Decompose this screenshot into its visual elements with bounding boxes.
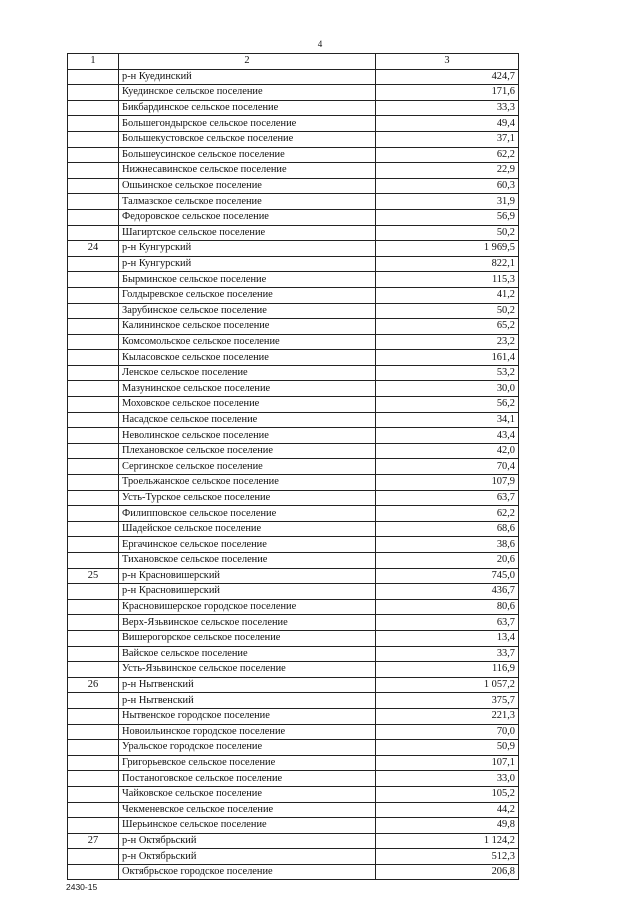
row-number	[68, 740, 119, 756]
territory-name: Комсомольское сельское поселение	[119, 334, 376, 350]
row-number	[68, 755, 119, 771]
row-number	[68, 646, 119, 662]
amount-value: 221,3	[376, 708, 519, 724]
territory-name: Моховское сельское поселение	[119, 397, 376, 413]
row-number	[68, 864, 119, 880]
territory-name: Усть-Турское сельское поселение	[119, 490, 376, 506]
amount-value: 60,3	[376, 178, 519, 194]
amount-value: 33,7	[376, 646, 519, 662]
header-col-3: 3	[376, 54, 519, 70]
table-row	[68, 303, 519, 319]
amount-value: 56,2	[376, 397, 519, 413]
row-number	[68, 163, 119, 179]
row-number	[68, 708, 119, 724]
amount-value: 37,1	[376, 131, 519, 147]
amount-value: 115,3	[376, 272, 519, 288]
amount-value: 50,2	[376, 225, 519, 241]
table-row	[68, 475, 519, 491]
territory-name: р-н Октябрьский	[119, 833, 376, 849]
table-row	[68, 864, 519, 880]
table-row	[68, 194, 519, 210]
amount-value: 44,2	[376, 802, 519, 818]
amount-value: 161,4	[376, 350, 519, 366]
amount-value: 116,9	[376, 662, 519, 678]
row-number	[68, 272, 119, 288]
row-number	[68, 428, 119, 444]
row-number	[68, 178, 119, 194]
territory-name: Григорьевское сельское поселение	[119, 755, 376, 771]
territory-name: Куединское сельское поселение	[119, 85, 376, 101]
table-row	[68, 693, 519, 709]
territory-name: р-н Нытвенский	[119, 677, 376, 693]
territory-name: р-н Кунгурский	[119, 256, 376, 272]
amount-value: 424,7	[376, 69, 519, 85]
row-number	[68, 443, 119, 459]
territory-name: Чайковское сельское поселение	[119, 786, 376, 802]
amount-value: 41,2	[376, 287, 519, 303]
table-row	[68, 677, 519, 693]
row-number	[68, 209, 119, 225]
amount-value: 23,2	[376, 334, 519, 350]
table-row	[68, 116, 519, 132]
territory-name: Насадское сельское поселение	[119, 412, 376, 428]
territory-name: Большеусинское сельское поселение	[119, 147, 376, 163]
amount-value: 206,8	[376, 864, 519, 880]
table-row	[68, 412, 519, 428]
table-row	[68, 771, 519, 787]
table-row	[68, 584, 519, 600]
row-number	[68, 365, 119, 381]
territory-name: Федоровское сельское поселение	[119, 209, 376, 225]
row-number: 24	[68, 241, 119, 257]
row-number	[68, 256, 119, 272]
table-row	[68, 849, 519, 865]
territory-name: р-н Красновишерский	[119, 568, 376, 584]
row-number	[68, 615, 119, 631]
amount-value: 43,4	[376, 428, 519, 444]
amount-value: 56,9	[376, 209, 519, 225]
amount-value: 68,6	[376, 521, 519, 537]
territory-name: р-н Красновишерский	[119, 584, 376, 600]
row-number	[68, 802, 119, 818]
table-row	[68, 397, 519, 413]
row-number	[68, 319, 119, 335]
amount-value: 65,2	[376, 319, 519, 335]
row-number	[68, 630, 119, 646]
territory-name: Ошьинское сельское поселение	[119, 178, 376, 194]
header-col-1: 1	[68, 54, 119, 70]
table-row	[68, 100, 519, 116]
table-row	[68, 131, 519, 147]
table-row	[68, 256, 519, 272]
territory-name: Шерьинское сельское поселение	[119, 818, 376, 834]
territory-name: р-н Кунгурский	[119, 241, 376, 257]
amount-value: 62,2	[376, 147, 519, 163]
row-number	[68, 693, 119, 709]
amount-value: 80,6	[376, 599, 519, 615]
table-row	[68, 209, 519, 225]
amount-value: 107,9	[376, 475, 519, 491]
table-row	[68, 755, 519, 771]
territory-name: Постаноговское сельское поселение	[119, 771, 376, 787]
row-number	[68, 818, 119, 834]
table-row	[68, 381, 519, 397]
row-number	[68, 724, 119, 740]
table-row	[68, 506, 519, 522]
amount-value: 822,1	[376, 256, 519, 272]
row-number	[68, 537, 119, 553]
page-number: 4	[317, 39, 323, 49]
amount-value: 436,7	[376, 584, 519, 600]
amount-value: 31,9	[376, 194, 519, 210]
territory-name: Бикбардинское сельское поселение	[119, 100, 376, 116]
row-number	[68, 381, 119, 397]
row-number: 26	[68, 677, 119, 693]
table-row	[68, 786, 519, 802]
territory-name: Ленское сельское поселение	[119, 365, 376, 381]
row-number	[68, 662, 119, 678]
table-row	[68, 365, 519, 381]
territory-name: Уральское городское поселение	[119, 740, 376, 756]
amount-value: 1 969,5	[376, 241, 519, 257]
table-row	[68, 443, 519, 459]
amount-value: 33,3	[376, 100, 519, 116]
row-number	[68, 287, 119, 303]
amount-value: 30,0	[376, 381, 519, 397]
row-number	[68, 147, 119, 163]
table-row	[68, 178, 519, 194]
territory-name: Талмазское сельское поселение	[119, 194, 376, 210]
row-number	[68, 397, 119, 413]
amount-value: 745,0	[376, 568, 519, 584]
table-row	[68, 833, 519, 849]
amount-value: 50,2	[376, 303, 519, 319]
table-row	[68, 163, 519, 179]
amount-value: 22,9	[376, 163, 519, 179]
document-code: 2430-15	[66, 882, 98, 892]
table-row	[68, 599, 519, 615]
table-row	[68, 287, 519, 303]
table-header-row	[68, 54, 519, 70]
table-row	[68, 490, 519, 506]
amount-value: 49,4	[376, 116, 519, 132]
table-row	[68, 147, 519, 163]
amount-value: 107,1	[376, 755, 519, 771]
table-row	[68, 334, 519, 350]
row-number	[68, 849, 119, 865]
row-number	[68, 194, 119, 210]
table-row	[68, 740, 519, 756]
table-row	[68, 553, 519, 569]
table-row	[68, 708, 519, 724]
table-row	[68, 350, 519, 366]
row-number	[68, 553, 119, 569]
territory-name: Калининское сельское поселение	[119, 319, 376, 335]
row-number	[68, 131, 119, 147]
table-row	[68, 568, 519, 584]
table-row	[68, 319, 519, 335]
row-number	[68, 475, 119, 491]
amount-value: 50,9	[376, 740, 519, 756]
amount-value: 1 057,2	[376, 677, 519, 693]
table-row	[68, 459, 519, 475]
table-row	[68, 428, 519, 444]
territory-name: Вайское сельское поселение	[119, 646, 376, 662]
row-number: 27	[68, 833, 119, 849]
row-number	[68, 350, 119, 366]
amount-value: 63,7	[376, 490, 519, 506]
territory-name: Верх-Язьвинское сельское поселение	[119, 615, 376, 631]
table-row	[68, 724, 519, 740]
amount-value: 33,0	[376, 771, 519, 787]
territory-name: Зарубинское сельское поселение	[119, 303, 376, 319]
table-row	[68, 85, 519, 101]
row-number	[68, 459, 119, 475]
territory-name: р-н Куединский	[119, 69, 376, 85]
amount-value: 512,3	[376, 849, 519, 865]
header-col-2: 2	[119, 54, 376, 70]
table-row	[68, 225, 519, 241]
row-number	[68, 69, 119, 85]
territory-name: Большегондырское сельское поселение	[119, 116, 376, 132]
row-number	[68, 490, 119, 506]
amount-value: 20,6	[376, 553, 519, 569]
territory-name: р-н Нытвенский	[119, 693, 376, 709]
amount-value: 171,6	[376, 85, 519, 101]
table-row	[68, 272, 519, 288]
territory-name: Вишерогорское сельское поселение	[119, 630, 376, 646]
amount-value: 63,7	[376, 615, 519, 631]
row-number	[68, 584, 119, 600]
row-number	[68, 85, 119, 101]
territory-name: Филипповское сельское поселение	[119, 506, 376, 522]
table-row	[68, 630, 519, 646]
amount-value: 70,4	[376, 459, 519, 475]
territory-name: Тихановское сельское поселение	[119, 553, 376, 569]
row-number	[68, 100, 119, 116]
territory-name: Большекустовское сельское поселение	[119, 131, 376, 147]
amount-value: 62,2	[376, 506, 519, 522]
row-number	[68, 521, 119, 537]
row-number	[68, 116, 119, 132]
table-row	[68, 615, 519, 631]
territory-name: Октябрьское городское поселение	[119, 864, 376, 880]
territory-name: Мазунинское сельское поселение	[119, 381, 376, 397]
territory-name: Голдыревское сельское поселение	[119, 287, 376, 303]
table-row	[68, 662, 519, 678]
allocation-table	[67, 53, 519, 880]
row-number	[68, 786, 119, 802]
table-row	[68, 521, 519, 537]
amount-value: 49,8	[376, 818, 519, 834]
amount-value: 38,6	[376, 537, 519, 553]
amount-value: 1 124,2	[376, 833, 519, 849]
row-number	[68, 334, 119, 350]
amount-value: 13,4	[376, 630, 519, 646]
row-number	[68, 225, 119, 241]
territory-name: Бырминское сельское поселение	[119, 272, 376, 288]
row-number	[68, 412, 119, 428]
amount-value: 42,0	[376, 443, 519, 459]
territory-name: р-н Октябрьский	[119, 849, 376, 865]
territory-name: Плехановское сельское поселение	[119, 443, 376, 459]
row-number	[68, 506, 119, 522]
territory-name: Шадейское сельское поселение	[119, 521, 376, 537]
amount-value: 34,1	[376, 412, 519, 428]
amount-value: 70,0	[376, 724, 519, 740]
table-row	[68, 818, 519, 834]
territory-name: Чекменевское сельское поселение	[119, 802, 376, 818]
amount-value: 53,2	[376, 365, 519, 381]
table-row	[68, 69, 519, 85]
amount-value: 105,2	[376, 786, 519, 802]
table-row	[68, 537, 519, 553]
table-row	[68, 646, 519, 662]
territory-name: Троельжанское сельское поселение	[119, 475, 376, 491]
row-number	[68, 599, 119, 615]
territory-name: Шагиртское сельское поселение	[119, 225, 376, 241]
territory-name: Нытвенское городское поселение	[119, 708, 376, 724]
territory-name: Сергинское сельское поселение	[119, 459, 376, 475]
row-number	[68, 771, 119, 787]
territory-name: Кыласовское сельское поселение	[119, 350, 376, 366]
territory-name: Новоильинское городское поселение	[119, 724, 376, 740]
row-number	[68, 303, 119, 319]
territory-name: Нижнесавинское сельское поселение	[119, 163, 376, 179]
table-row	[68, 802, 519, 818]
table-body	[68, 54, 519, 880]
territory-name: Неволинское сельское поселение	[119, 428, 376, 444]
territory-name: Красновишерское городское поселение	[119, 599, 376, 615]
row-number: 25	[68, 568, 119, 584]
amount-value: 375,7	[376, 693, 519, 709]
territory-name: Усть-Язьвинское сельское поселение	[119, 662, 376, 678]
territory-name: Ергачинское сельское поселение	[119, 537, 376, 553]
table-row	[68, 241, 519, 257]
